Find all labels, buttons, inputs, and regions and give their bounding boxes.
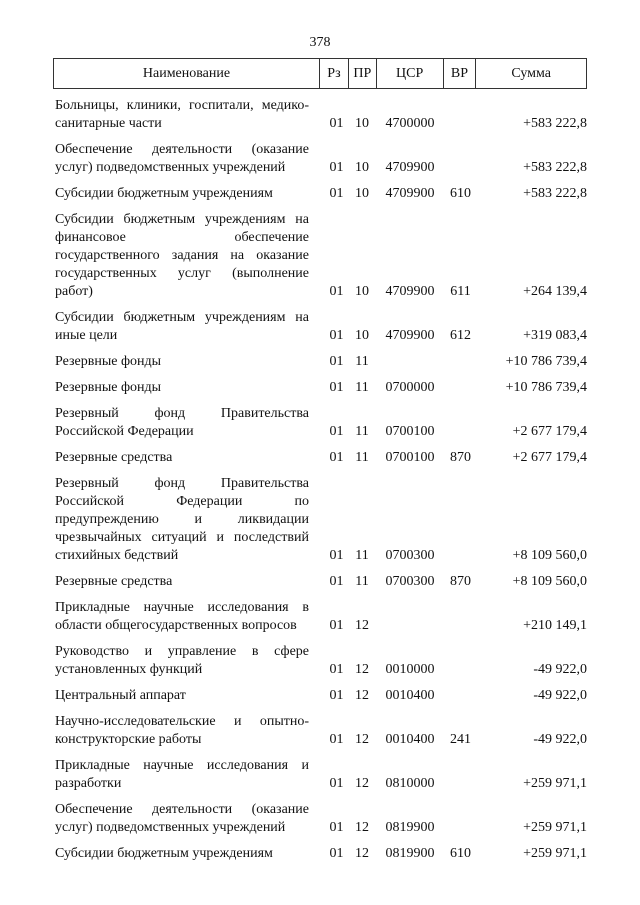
row-sum: +583 222,8 — [523, 186, 587, 201]
table-header — [53, 58, 587, 89]
row-name: Резервные фонды — [55, 380, 162, 395]
table-body — [53, 97, 587, 871]
header-pr: ПР — [349, 59, 377, 88]
row-pr: 12 — [355, 732, 369, 747]
row-rz: 01 — [329, 820, 344, 835]
row-vr: 241 — [450, 732, 471, 747]
row-name: Субсидии бюджетным учреждениям на иные цели — [55, 310, 309, 343]
row-csr: 0010400 — [385, 732, 435, 747]
header-csr: ЦСР — [377, 59, 444, 88]
row-sum: +583 222,8 — [523, 116, 587, 131]
header-vr: ВР — [444, 59, 477, 88]
row-sum: +264 139,4 — [523, 284, 587, 299]
row-vr: 870 — [450, 450, 471, 465]
row-rz: 01 — [329, 116, 344, 131]
table-row — [53, 757, 587, 793]
row-name: Резервный фонд Правительства Российской Федерации — [55, 406, 309, 439]
row-csr: 0700300 — [385, 574, 435, 589]
row-csr: 4709900 — [385, 160, 435, 175]
row-pr: 11 — [355, 424, 369, 439]
row-csr: 0819900 — [385, 820, 435, 835]
row-sum: -49 922,0 — [533, 688, 587, 703]
row-sum: +210 149,1 — [523, 618, 587, 633]
row-rz: 01 — [329, 186, 344, 201]
row-name: Центральный аппарат — [55, 688, 186, 703]
table-row — [53, 801, 587, 837]
row-sum: +259 971,1 — [523, 776, 587, 791]
row-csr: 0700000 — [385, 380, 435, 395]
row-vr: 610 — [450, 186, 471, 201]
row-rz: 01 — [329, 574, 344, 589]
row-pr: 11 — [355, 354, 369, 369]
row-sum: +583 222,8 — [523, 160, 587, 175]
row-vr: 870 — [450, 574, 471, 589]
row-vr: 612 — [450, 328, 471, 343]
row-name: Научно-исследовательские и опытно-конструкторские работы — [55, 714, 309, 747]
row-rz: 01 — [329, 354, 344, 369]
row-name: Больницы, клиники, госпитали, медико-санитарные части — [55, 98, 309, 131]
row-pr: 12 — [355, 820, 369, 835]
row-rz: 01 — [329, 732, 344, 747]
table-row — [53, 379, 587, 397]
header-name: Наименование — [54, 59, 320, 88]
row-vr: 611 — [450, 284, 471, 299]
row-name: Резервные средства — [55, 450, 173, 465]
row-pr: 10 — [355, 116, 369, 131]
table-row — [53, 845, 587, 863]
row-name: Обеспечение деятельности (оказание услуг) подведомственных учреждений — [55, 142, 309, 175]
row-csr: 4709900 — [385, 186, 435, 201]
row-pr: 11 — [355, 380, 369, 395]
row-sum: +10 786 739,4 — [505, 354, 587, 369]
row-name: Резервные фонды — [55, 354, 162, 369]
table-row — [53, 405, 587, 441]
row-name: Субсидии бюджетным учреждениям на финансовое обеспечение государственного задания на оказание государственных услуг (выполнение работ) — [55, 212, 309, 299]
row-sum: +2 677 179,4 — [512, 450, 587, 465]
row-rz: 01 — [329, 450, 344, 465]
row-csr: 0810000 — [385, 776, 435, 791]
row-rz: 01 — [329, 776, 344, 791]
page-number: 378 — [309, 35, 331, 50]
row-sum: -49 922,0 — [533, 732, 587, 747]
row-rz: 01 — [329, 618, 344, 633]
row-csr: 0819900 — [385, 846, 435, 861]
table-row — [53, 353, 587, 371]
row-csr: 0700300 — [385, 548, 435, 563]
row-pr: 11 — [355, 450, 369, 465]
row-pr: 12 — [355, 776, 369, 791]
row-sum: +319 083,4 — [523, 328, 587, 343]
row-name: Субсидии бюджетным учреждениям — [55, 186, 273, 201]
row-vr: 610 — [450, 846, 471, 861]
table-row — [53, 97, 587, 133]
table-row — [53, 185, 587, 203]
row-csr: 0010400 — [385, 688, 435, 703]
row-csr: 0010000 — [385, 662, 435, 677]
row-rz: 01 — [329, 284, 344, 299]
row-pr: 12 — [355, 846, 369, 861]
table-row — [53, 643, 587, 679]
table-row — [53, 573, 587, 591]
row-sum: +259 971,1 — [523, 820, 587, 835]
row-pr: 12 — [355, 618, 369, 633]
row-rz: 01 — [329, 548, 344, 563]
row-sum: +8 109 560,0 — [512, 574, 587, 589]
header-rz: Рз — [320, 59, 349, 88]
row-pr: 10 — [355, 160, 369, 175]
row-rz: 01 — [329, 662, 344, 677]
row-csr: 0700100 — [385, 424, 435, 439]
row-csr: 4700000 — [385, 116, 435, 131]
row-rz: 01 — [329, 160, 344, 175]
table-row — [53, 599, 587, 635]
row-rz: 01 — [329, 380, 344, 395]
row-sum: +259 971,1 — [523, 846, 587, 861]
row-rz: 01 — [329, 688, 344, 703]
row-name: Резервный фонд Правительства Российской Федерации по предупреждению и ликвидации чрезвычайных ситуаций и последствий стихийных бедствий — [55, 476, 309, 563]
row-csr: 0700100 — [385, 450, 435, 465]
table-row — [53, 713, 587, 749]
row-pr: 10 — [355, 328, 369, 343]
row-csr: 4709900 — [385, 284, 435, 299]
row-sum: +8 109 560,0 — [512, 548, 587, 563]
row-name: Прикладные научные исследования и разработки — [55, 758, 309, 791]
row-pr: 12 — [355, 662, 369, 677]
row-sum: +2 677 179,4 — [512, 424, 587, 439]
table-row — [53, 309, 587, 345]
row-name: Прикладные научные исследования в области общегосударственных вопросов — [55, 600, 309, 633]
table-row — [53, 687, 587, 705]
row-name: Резервные средства — [55, 574, 173, 589]
row-pr: 11 — [355, 574, 369, 589]
table-row — [53, 449, 587, 467]
row-sum: -49 922,0 — [533, 662, 587, 677]
row-pr: 12 — [355, 688, 369, 703]
row-sum: +10 786 739,4 — [505, 380, 587, 395]
row-rz: 01 — [329, 424, 344, 439]
row-rz: 01 — [329, 328, 344, 343]
row-csr: 4709900 — [385, 328, 435, 343]
row-pr: 11 — [355, 548, 369, 563]
row-pr: 10 — [355, 186, 369, 201]
header-sum: Сумма — [511, 65, 552, 81]
table-row — [53, 141, 587, 177]
row-pr: 10 — [355, 284, 369, 299]
row-name: Руководство и управление в сфере установленных функций — [55, 644, 309, 677]
table-row — [53, 211, 587, 301]
row-name: Обеспечение деятельности (оказание услуг) подведомственных учреждений — [55, 802, 309, 835]
row-name: Субсидии бюджетным учреждениям — [55, 846, 273, 861]
row-rz: 01 — [329, 846, 344, 861]
table-row — [53, 475, 587, 565]
